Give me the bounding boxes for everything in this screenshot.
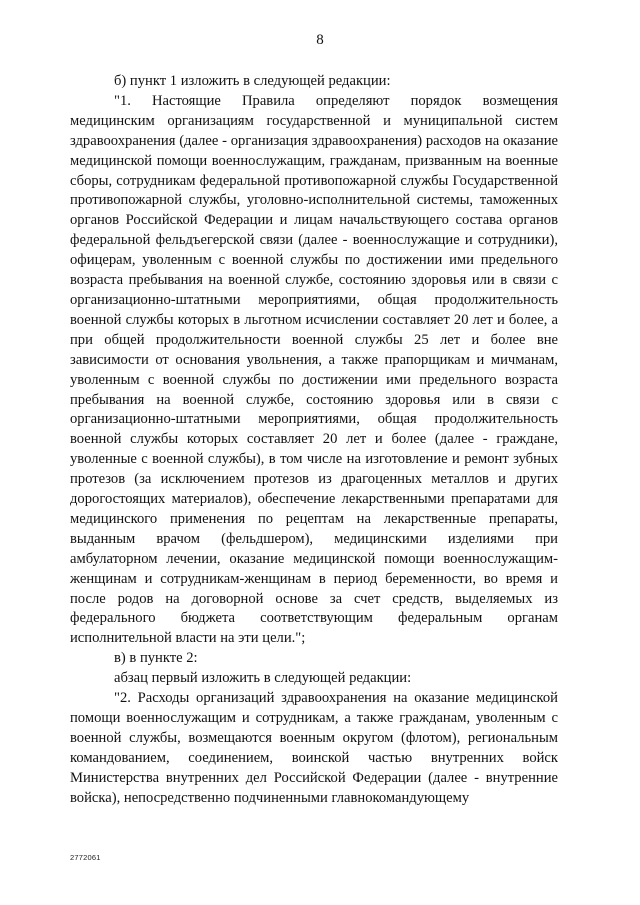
paragraph-item-v: в) в пункте 2: (114, 650, 198, 667)
paragraph-item-b: б) пункт 1 изложить в следующей редакции: (114, 73, 391, 89)
page-number: 8 (316, 32, 324, 48)
paragraph-rules-point-1: "1. Настоящие Правила определяют порядок возмещения медицинским организациям государственной и муниципальной систем здравоохранения (далее - организация здравоохранения) расходов на оказание медицинской помощи военнослужащим, гражданам, призванным на военные сборы, сотрудникам федеральной противопожарной службы Государственной противопожарной службы, уголовно-исполнительной системы, таможенных органов Российской Федерации и лицам начальствующего состава органов федеральной фельдъегерской связи (далее - военнослужащие и сотрудники), офицерам, уволенным с военной службы по достижении ими предельного возраста пребывания на военной службе, состоянию здоровья или в связи с организационно-штатными мероприятиями, общая продолжительность военной службы которых в льготном исчислении составляет 20 лет и более, а при общей продолжительности военной службы 25 лет и более вне зависимости от основания увольнения, а также прапорщикам и мичманам, уволенным с военной службы по достижении ими предельного возраста пребывания на военной службе, состоянию здоровья или в связи с организационно-штатными мероприятиями, общая продолжительность военной службы которых составляет 20 лет и более (далее - граждане, уволенные с военной службы), в том числе на изготовление и ремонт зубных протезов (за исключением протезов из драгоценных металлов и других дорогостоящих материалов), обеспечение лекарственными препаратами для медицинского применения по рецептам на лекарственные препараты, выданным врачом (фельдшером), медицинскими изделиями при амбулаторном лечении, оказание медицинской помощи военнослужащим-женщинам и сотрудникам-женщинам в период беременности, во время и после родов на договорной основе за счет средств, выделяемых из федерального бюджета соответствующим федеральным органам исполнительной власти на эти цели."; (70, 92, 558, 647)
paragraph-rules-point-2: "2. Расходы организаций здравоохранения на оказание медицинской помощи военнослужащим и сотрудникам, а также гражданам, уволенным с военной службы, возмещаются военным округом (флотом), региональным командованием, соединением, воинской частью внутренних войск Министерства внутренних дел Российской Федерации (далее - внутренние войска), непосредственно подчиненными главнокомандующему (70, 690, 558, 806)
document-code: 2772061 (70, 853, 101, 862)
paragraph-first-abzac: абзац первый изложить в следующей редакции: (114, 670, 412, 687)
document-body (70, 72, 558, 809)
